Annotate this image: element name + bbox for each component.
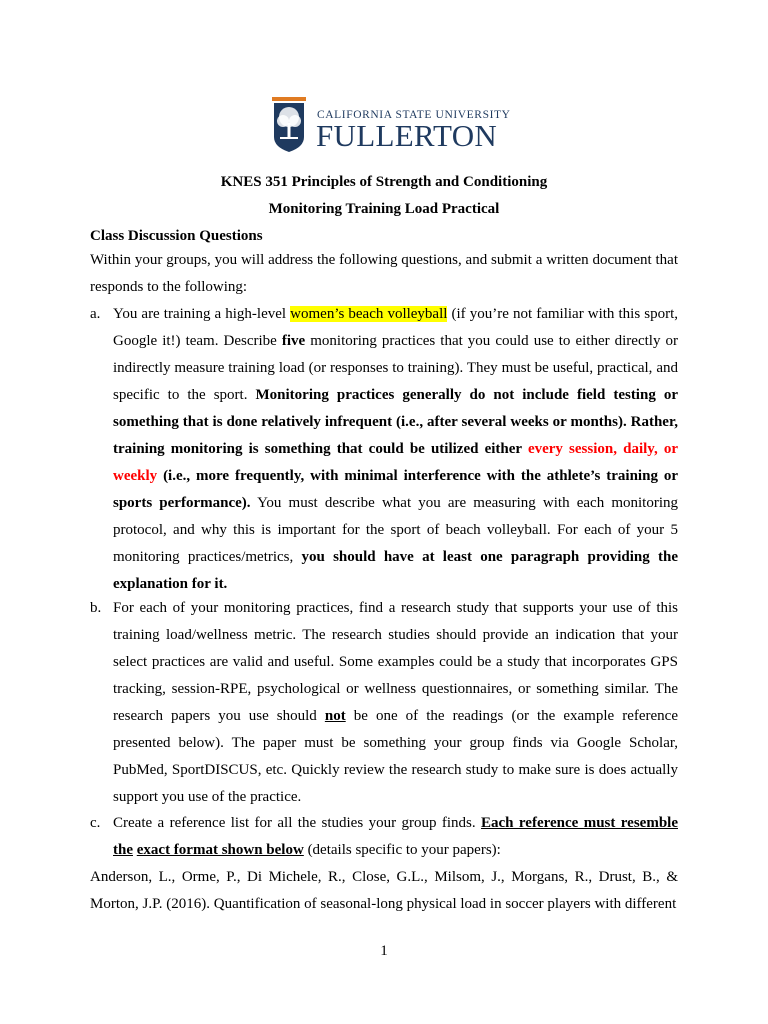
bold-text: you should have at least one paragraph providing the explanation for it.	[113, 549, 678, 592]
list-item-b	[90, 595, 678, 811]
page-number: 1	[380, 943, 388, 959]
text-run: be one of the readings (or the example reference presented below). The paper must be something your group finds via Google Scholar, PubMed, SportDISCUS, etc. Quickly review the research study to make sure is does actually support you use of the practice.	[113, 708, 678, 805]
text-run: (details specific to your papers):	[303, 842, 501, 858]
text-run: You are training a high-level	[113, 306, 291, 322]
bold-text: five	[281, 333, 306, 349]
bold-underlined-text: not	[324, 708, 346, 724]
list-marker: b.	[90, 600, 102, 616]
list-item-a	[90, 301, 678, 598]
red-emphasis-text: every session, daily, or weekly	[113, 441, 678, 484]
list-item-text	[113, 595, 678, 811]
text-run: Create a reference list for all the studies your group finds.	[113, 815, 482, 831]
example-reference: Anderson, L., Orme, P., Di Michele, R., Close, G.L., Milsom, J., Morgans, R., Drust, B., & Morton, J.P. (2016). Quantification of seasonal-long physical load in soccer players with different	[90, 869, 678, 912]
bold-text: Monitoring practices generally do not include field testing or something that is done relatively infrequent (i.e., after several weeks or months). Rather, training monitoring is something that could be utilized either	[113, 387, 679, 457]
text-run: (if you’re not familiar with this sport, Google it!) team. Describe	[113, 306, 678, 349]
logo-line-university: CALIFORNIA STATE UNIVERSITY	[317, 109, 511, 121]
list-item-text	[113, 301, 678, 598]
tree-seal-icon	[270, 97, 308, 153]
intro-paragraph: Within your groups, you will address the following questions, and submit a written document that responds to the following:	[90, 252, 678, 295]
list-item-c	[90, 810, 678, 864]
university-logo	[270, 97, 511, 155]
bold-underlined-text: Each reference must resemble the	[113, 815, 678, 858]
highlighted-text: women’s beach volleyball	[290, 306, 448, 322]
bold-underlined-text: exact format shown below	[136, 842, 304, 858]
text-run: monitoring practices that you could use to either directly or indirectly measure training load (or responses to training). They must be useful, practical, and specific to the sport.	[113, 333, 678, 403]
document-title: Monitoring Training Load Practical	[268, 201, 500, 217]
logo-line-fullerton: FULLERTON	[316, 118, 498, 153]
list-marker: a.	[90, 306, 101, 322]
section-heading: Class Discussion Questions	[90, 228, 263, 244]
text-run: You must describe what you are measuring with each monitoring protocol, and why this is important for the sport of beach volleyball. For each of your 5 monitoring practices/metrics,	[113, 495, 678, 565]
text-run: For each of your monitoring practices, find a research study that supports your use of this training load/wellness metric. The research studies should provide an indication that your select practices are valid and useful. Some examples could be a study that incorporates GPS tracking, session-RPE, psychological or wellness questionnaires, or something similar. The research papers you use should	[113, 600, 678, 724]
bold-text: (i.e., more frequently, with minimal interference with the athlete’s training or sports performance).	[113, 468, 678, 511]
course-title: KNES 351 Principles of Strength and Conditioning	[220, 174, 548, 190]
list-marker: c.	[90, 815, 101, 831]
list-item-text	[113, 810, 678, 864]
